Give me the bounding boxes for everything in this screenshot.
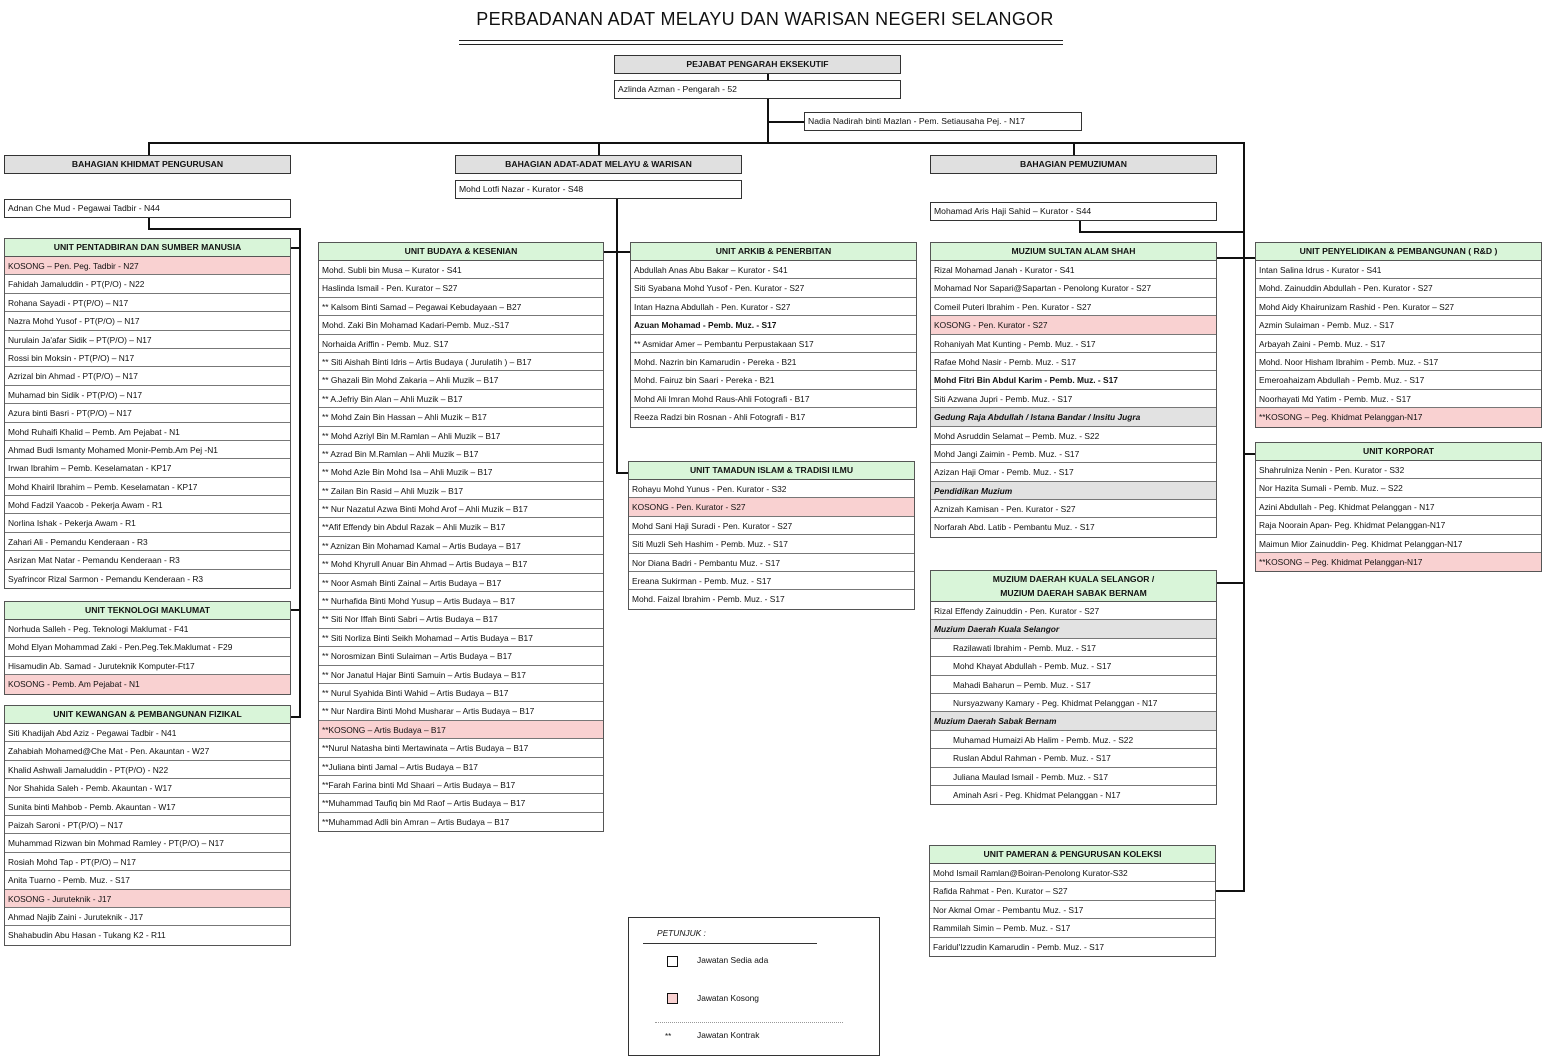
staff-row: Anita Tuarno - Pemb. Muz. - S17: [5, 871, 290, 889]
staff-row: Norfarah Abd. Latib - Pembantu Muz. - S17: [934, 522, 1095, 533]
unit-header: UNIT ARKIB & PENERBITAN: [630, 242, 917, 261]
connector-line: [148, 142, 150, 155]
unit-member-list: [628, 480, 915, 610]
staff-row: Nor Diana Badri - Pembantu Muz. - S17: [629, 554, 914, 572]
staff-row: Norhuda Salleh - Peg. Teknologi Maklumat - F41: [5, 620, 290, 638]
unit-header: UNIT TAMADUN ISLAM & TRADISI ILMU: [628, 461, 915, 480]
subsection-label: Muzium Daerah Kuala Selangor: [931, 620, 1216, 638]
unit-member-list: [630, 261, 917, 428]
vacant-position-row: KOSONG – Pen. Peg. Tadbir - N27: [5, 257, 290, 275]
staff-row: Mahadi Baharun – Pemb. Muz. - S17: [931, 676, 1216, 694]
connector-line: [148, 142, 1244, 144]
division-header-muzium: BAHAGIAN PEMUZIUMAN: [930, 155, 1217, 174]
connector-line: [1243, 453, 1255, 455]
staff-row: **Muhammad Taufiq bin Md Raof – Artis Budaya – B17: [319, 794, 603, 812]
vacant-position-row: **KOSONG – Peg. Khidmat Pelanggan-N17: [1256, 408, 1541, 426]
staff-row: Faridul'Izzudin Kamarudin - Pemb. Muz. - S17: [933, 941, 1105, 952]
staff-row: Mohd Ali Imran Mohd Raus-Ahli Fotografi - B17: [631, 390, 916, 408]
legend-contract-mark: **: [665, 1032, 672, 1041]
staff-row: Sunita binti Mahbob - Pemb. Akauntan - W17: [5, 798, 290, 816]
staff-row: ** Kalsom Binti Samad – Pegawai Kebudayaan – B27: [319, 298, 603, 316]
staff-row: ** Mohd Khyrull Anuar Bin Ahmad – Artis Budaya – B17: [319, 555, 603, 573]
unit-member-list: [930, 261, 1217, 538]
staff-row: Rammilah Simin – Pemb. Muz. - S17: [930, 919, 1215, 937]
staff-row: Nursyazwany Kamary - Peg. Khidmat Pelanggan - N17: [931, 694, 1216, 712]
staff-row: Mohd. Subli bin Musa – Kurator - S41: [319, 261, 603, 279]
staff-row: Rafae Mohd Nasir - Pemb. Muz. - S17: [931, 353, 1216, 371]
staff-row: Siti Muzli Seh Hashim - Pemb. Muz. - S17: [629, 535, 914, 553]
unit-header-line: MUZIUM DAERAH KUALA SELANGOR /: [992, 574, 1155, 584]
staff-row: **Farah Farina binti Md Shaari – Artis Budaya – B17: [319, 776, 603, 794]
division-header-adat: BAHAGIAN ADAT-ADAT MELAYU & WARISAN: [455, 155, 742, 174]
staff-row: Mohd Jangi Zaimin - Pemb. Muz. - S17: [931, 445, 1216, 463]
staff-row: Shahabudin Abu Hasan - Tukang K2 - R11: [8, 930, 166, 941]
staff-row: Raja Noorain Apan- Peg. Khidmat Pelanggan-N17: [1256, 516, 1541, 534]
staff-row: ** Zailan Bin Rasid – Ahli Muzik – B17: [319, 482, 603, 500]
director-box: Azlinda Azman - Pengarah - 52: [614, 80, 901, 99]
staff-row: Intan Salina Idrus - Kurator - S41: [1256, 261, 1541, 279]
staff-row: Azura binti Basri - PT(P/O) – N17: [5, 404, 290, 422]
staff-row: Mohd. Fairuz bin Saari - Pereka - B21: [631, 371, 916, 389]
legend-existing-label: Jawatan Sedia ada: [697, 955, 769, 965]
staff-row: Muhamad bin Sidik - PT(P/O) – N17: [5, 386, 290, 404]
unit-member-list: [1255, 261, 1542, 428]
staff-row: Abdullah Anas Abu Bakar – Kurator - S41: [631, 261, 916, 279]
staff-row: Azmin Sulaiman - Pemb. Muz. - S17: [1256, 316, 1541, 334]
division-head-muzium: Mohamad Aris Haji Sahid – Kurator - S44: [930, 202, 1217, 221]
unit-member-list: [318, 261, 604, 832]
unit-member-list: [4, 620, 291, 695]
connector-line: [604, 251, 630, 253]
connector-line: [1216, 582, 1244, 584]
connector-line: [1216, 890, 1244, 892]
unit-header: UNIT KEWANGAN & PEMBANGUNAN FIZIKAL: [4, 705, 291, 724]
connector-line: [291, 247, 301, 249]
staff-row: Rizal Mohamad Janah - Kurator - S41: [931, 261, 1216, 279]
unit-header: UNIT BUDAYA & KESENIAN: [318, 242, 604, 261]
staff-row: Shahrulniza Nenin - Pen. Kurator - S32: [1256, 461, 1541, 479]
staff-row: ** Mohd Azriyl Bin M.Ramlan – Ahli Muzik – B17: [319, 427, 603, 445]
staff-row: Azini Abdullah - Peg. Khidmat Pelanggan - N17: [1256, 498, 1541, 516]
staff-row: Nor Akmal Omar - Pembantu Muz. - S17: [930, 901, 1215, 919]
staff-row: Mohd Khayat Abdullah - Pemb. Muz. - S17: [931, 657, 1216, 675]
staff-row: Norlina Ishak - Pekerja Awam - R1: [5, 514, 290, 532]
staff-row: Juliana Maulad Ismail - Pemb. Muz. - S17: [931, 768, 1216, 786]
staff-row: Aminah Asri - Peg. Khidmat Pelanggan - N17: [953, 789, 1121, 800]
staff-row: Mohd Fadzil Yaacob - Pekerja Awam - R1: [5, 496, 290, 514]
subsection-label: Gedung Raja Abdullah / Istana Bandar / Insitu Jugra: [931, 408, 1216, 426]
staff-row: ** Siti Norliza Binti Seikh Mohamad – Artis Budaya – B17: [319, 629, 603, 647]
chart-title: PERBADANAN ADAT MELAYU DAN WARISAN NEGERI SELANGOR: [476, 9, 1054, 29]
staff-row: Zahari Ali - Pemandu Kenderaan - R3: [5, 533, 290, 551]
staff-row: ** Nur Nazatul Azwa Binti Mohd Arof – Ahli Muzik – B17: [319, 500, 603, 518]
staff-row: Ahmad Najib Zaini - Juruteknik - J17: [5, 908, 290, 926]
unit-header: UNIT PENTADBIRAN DAN SUMBER MANUSIA: [4, 238, 291, 257]
staff-row: Khalid Ashwali Jamaluddin - PT(P/O) - N22: [5, 761, 290, 779]
division-head-adat: Mohd Lotfi Nazar - Kurator - S48: [455, 180, 742, 199]
staff-row: ** Nurul Syahida Binti Wahid – Artis Budaya – B17: [319, 684, 603, 702]
staff-row: Mohd Khairil Ibrahim – Pemb. Keselamatan - KP17: [5, 478, 290, 496]
staff-row: Rafida Rahmat - Pen. Kurator – S27: [930, 882, 1215, 900]
staff-row: Muhammad Rizwan bin Mohmad Ramley - PT(P/O) – N17: [5, 834, 290, 852]
staff-row: Comeil Puteri Ibrahim - Pen. Kurator - S27: [931, 298, 1216, 316]
connector-line: [598, 142, 600, 155]
staff-row: **Muhammad Adli bin Amran – Artis Budaya – B17: [322, 816, 510, 827]
vacant-position-row: **KOSONG – Peg. Khidmat Pelanggan-N17: [1256, 553, 1541, 571]
staff-row: Emeroahaizam Abdullah - Pemb. Muz. - S17: [1256, 371, 1541, 389]
staff-row: Hisamudin Ab. Samad - Juruteknik Komputer-Ft17: [5, 657, 290, 675]
legend-title: PETUNJUK :: [657, 928, 706, 938]
unit-member-list: [930, 602, 1217, 805]
connector-line: [1243, 257, 1255, 259]
staff-row: ** Mohd Azle Bin Mohd Isa – Ahli Muzik – B17: [319, 463, 603, 481]
staff-row: ** Nurhafida Binti Mohd Yusup – Artis Budaya – B17: [319, 592, 603, 610]
staff-row: ** Mohd Zain Bin Hassan – Ahli Muzik – B17: [319, 408, 603, 426]
staff-row: Nor Shahida Saleh - Pemb. Akauntan - W17: [5, 779, 290, 797]
staff-row: Mohd Aidy Khairunizam Rashid - Pen. Kurator – S27: [1256, 298, 1541, 316]
staff-row: ** Siti Aishah Binti Idris – Artis Budaya ( Jurulatih ) – B17: [319, 353, 603, 371]
staff-row: Nurulain Ja'afar Sidik – PT(P/O) – N17: [5, 331, 290, 349]
unit-header: UNIT KORPORAT: [1255, 442, 1542, 461]
staff-row: ** Nur Nardira Binti Mohd Musharar – Artis Budaya – B17: [319, 702, 603, 720]
unit-member-list: [4, 257, 291, 589]
staff-row: ** Siti Nor Iffah Binti Sabri – Artis Budaya – B17: [319, 610, 603, 628]
staff-row: Rizal Effendy Zainuddin - Pen. Kurator - S27: [931, 602, 1216, 620]
connector-line: [1073, 142, 1075, 155]
staff-row: Mohd Elyan Mohammad Zaki - Pen.Peg.Tek.Maklumat - F29: [5, 638, 290, 656]
title-underline: [459, 40, 1063, 41]
staff-row: Razilawati Ibrahim - Pemb. Muz. - S17: [931, 639, 1216, 657]
staff-row: ** Azrad Bin M.Ramlan – Ahli Muzik – B17: [319, 445, 603, 463]
legend-dotted-divider: [655, 1022, 843, 1023]
staff-row: Fahidah Jamaluddin - PT(P/O) - N22: [5, 275, 290, 293]
staff-row: Mohd Fitri Bin Abdul Karim - Pemb. Muz. - S17: [931, 371, 1216, 389]
staff-row: Mohd. Nazrin bin Kamarudin - Pereka - B21: [631, 353, 916, 371]
connector-line: [148, 228, 301, 230]
unit-header: UNIT TEKNOLOGI MAKLUMAT: [4, 601, 291, 620]
secretary-box: Nadia Nadirah binti Mazlan - Pem. Setiausaha Pej. - N17: [804, 112, 1082, 131]
staff-row: Mohd. Zaki Bin Mohamad Kadari-Pemb. Muz.-S17: [319, 316, 603, 334]
staff-row: Mohamad Nor Sapari@Sapartan - Penolong Kurator - S27: [931, 279, 1216, 297]
staff-row: Syafrincor Rizal Sarmon - Pemandu Kenderaan - R3: [8, 573, 204, 584]
unit-header: UNIT PENYELIDIKAN & PEMBANGUNAN ( R&D ): [1255, 242, 1542, 261]
connector-line: [1079, 231, 1243, 233]
staff-row: Mohd Sani Haji Suradi - Pen. Kurator - S27: [629, 517, 914, 535]
staff-row: Nor Hazita Sumali - Pemb. Muz. – S22: [1256, 479, 1541, 497]
staff-row: ** A.Jefriy Bin Alan – Ahli Muzik – B17: [319, 390, 603, 408]
staff-row: Mohd. Noor Hisham Ibrahim - Pemb. Muz. - S17: [1256, 353, 1541, 371]
staff-row: Intan Hazna Abdullah - Pen. Kurator - S27: [631, 298, 916, 316]
unit-member-list: [929, 864, 1216, 957]
staff-row: Mohd. Faizal Ibrahim - Pemb. Muz. - S17: [632, 594, 785, 605]
connector-line: [291, 609, 301, 611]
staff-row: Siti Syabana Mohd Yusof - Pen. Kurator - S27: [631, 279, 916, 297]
connector-line: [616, 198, 618, 474]
staff-row: Ahmad Budi Ismanty Mohamed Monir-Pemb.Am Pej -N1: [5, 441, 290, 459]
staff-row: Paizah Saroni - PT(P/O) – N17: [5, 816, 290, 834]
vacant-position-row: KOSONG - Juruteknik - J17: [5, 890, 290, 908]
vacant-position-row: KOSONG - Pemb. Am Pejabat - N1: [5, 675, 290, 693]
vacant-position-row: KOSONG - Pen. Kurator - S27: [931, 316, 1216, 334]
staff-row: Azrizal bin Ahmad - PT(P/O) – N17: [5, 367, 290, 385]
unit-header-line: MUZIUM DAERAH SABAK BERNAM: [1000, 588, 1147, 598]
staff-row: **Nurul Natasha binti Mertawinata – Artis Budaya – B17: [319, 739, 603, 757]
staff-row: Haslinda Ismail - Pen. Kurator – S27: [319, 279, 603, 297]
staff-row: Norhaida Ariffin - Pemb. Muz. S17: [319, 335, 603, 353]
staff-row: Reeza Radzi bin Rosnan - Ahli Fotografi - B17: [634, 412, 806, 423]
connector-line: [299, 228, 301, 718]
staff-row: Rohana Sayadi - PT(P/O) – N17: [5, 294, 290, 312]
staff-row: Ereana Sukirman - Pemb. Muz. - S17: [629, 572, 914, 590]
title-underline-2: [459, 44, 1063, 45]
staff-row: ** Ghazali Bin Mohd Zakaria – Ahli Muzik – B17: [319, 371, 603, 389]
staff-row: Ruslan Abdul Rahman - Pemb. Muz. - S17: [931, 749, 1216, 767]
subsection-label: Muzium Daerah Sabak Bernam: [931, 712, 1216, 730]
staff-row: Rossi bin Moksin - PT(P/O) – N17: [5, 349, 290, 367]
staff-row: Siti Khadijah Abd Aziz - Pegawai Tadbir - N41: [5, 724, 290, 742]
staff-row: Aznizah Kamisan - Pen. Kurator - S27: [931, 500, 1216, 518]
connector-line: [1216, 257, 1244, 259]
legend: [628, 917, 880, 1056]
connector-line: [148, 217, 150, 230]
unit-header: MUZIUM SULTAN ALAM SHAH: [930, 242, 1217, 261]
staff-row: Rohaniyah Mat Kunting - Pemb. Muz. - S17: [931, 335, 1216, 353]
staff-row: ** Aznizan Bin Mohamad Kamal – Artis Budaya – B17: [319, 537, 603, 555]
unit-member-list: [1255, 461, 1542, 572]
legend-swatch-vacant: [667, 993, 678, 1004]
staff-row: ** Noor Asmah Binti Zainal – Artis Budaya – B17: [319, 574, 603, 592]
legend-swatch-existing: [667, 956, 678, 967]
vacant-position-row: **KOSONG – Artis Budaya – B17: [319, 721, 603, 739]
division-head-pengurusan: Adnan Che Mud - Pegawai Tadbir - N44: [4, 199, 291, 218]
staff-row: Siti Azwana Jupri - Pemb. Muz. - S17: [931, 390, 1216, 408]
unit-member-list: [4, 724, 291, 946]
legend-contract-label: Jawatan Kontrak: [697, 1030, 760, 1040]
staff-row: Asrizan Mat Natar - Pemandu Kenderaan - R3: [5, 551, 290, 569]
staff-row: Azuan Mohamad - Pemb. Muz. - S17: [631, 316, 916, 334]
staff-row: Azizan Haji Omar - Pemb. Muz. - S17: [931, 463, 1216, 481]
staff-row: ** Nor Janatul Hajar Binti Samuin – Artis Budaya – B17: [319, 666, 603, 684]
unit-header: UNIT PAMERAN & PENGURUSAN KOLEKSI: [929, 845, 1216, 864]
staff-row: Irwan Ibrahim – Pemb. Keselamatan - KP17: [5, 459, 290, 477]
exec-office-header: PEJABAT PENGARAH EKSEKUTIF: [614, 55, 901, 74]
connector-line: [1243, 142, 1245, 892]
vacant-position-row: KOSONG - Pen. Kurator - S27: [629, 498, 914, 516]
staff-row: Nazra Mohd Yusof - PT(P/O) – N17: [5, 312, 290, 330]
staff-row: Noorhayati Md Yatim - Pemb. Muz. - S17: [1256, 390, 1541, 408]
staff-row: **Afif Effendy bin Abdul Razak – Ahli Muzik – B17: [319, 518, 603, 536]
staff-row: Mohd Ruhaifi Khalid – Pemb. Am Pejabat - N1: [5, 423, 290, 441]
subsection-label: Pendidikan Muzium: [931, 482, 1216, 500]
unit-header: [930, 570, 1217, 602]
staff-row: Mohd Ismail Ramlan@Boiran-Penolong Kurator-S32: [930, 864, 1215, 882]
connector-line: [767, 121, 804, 123]
staff-row: ** Norosmizan Binti Sulaiman – Artis Budaya – B17: [319, 647, 603, 665]
connector-line: [291, 716, 301, 718]
legend-vacant-label: Jawatan Kosong: [697, 993, 759, 1003]
staff-row: ** Asmidar Amer – Pembantu Perpustakaan S17: [631, 335, 916, 353]
staff-row: Arbayah Zaini - Pemb. Muz. - S17: [1256, 335, 1541, 353]
staff-row: Muhamad Humaizi Ab Halim - Pemb. Muz. - S22: [931, 731, 1216, 749]
staff-row: Mohd. Zainuddin Abdullah - Pen. Kurator - S27: [1256, 279, 1541, 297]
legend-divider: [643, 943, 817, 944]
division-header-pengurusan: BAHAGIAN KHIDMAT PENGURUSAN: [4, 155, 291, 174]
staff-row: **Juliana binti Jamal – Artis Budaya – B17: [319, 758, 603, 776]
staff-row: Maimun Mior Zainuddin- Peg. Khidmat Pelanggan-N17: [1256, 535, 1541, 553]
staff-row: Zahabiah Mohamed@Che Mat - Pen. Akauntan - W27: [5, 742, 290, 760]
staff-row: Rosiah Mohd Tap - PT(P/O) – N17: [5, 853, 290, 871]
staff-row: Rohayu Mohd Yunus - Pen. Kurator - S32: [629, 480, 914, 498]
staff-row: Mohd Asruddin Selamat – Pemb. Muz. - S22: [931, 427, 1216, 445]
